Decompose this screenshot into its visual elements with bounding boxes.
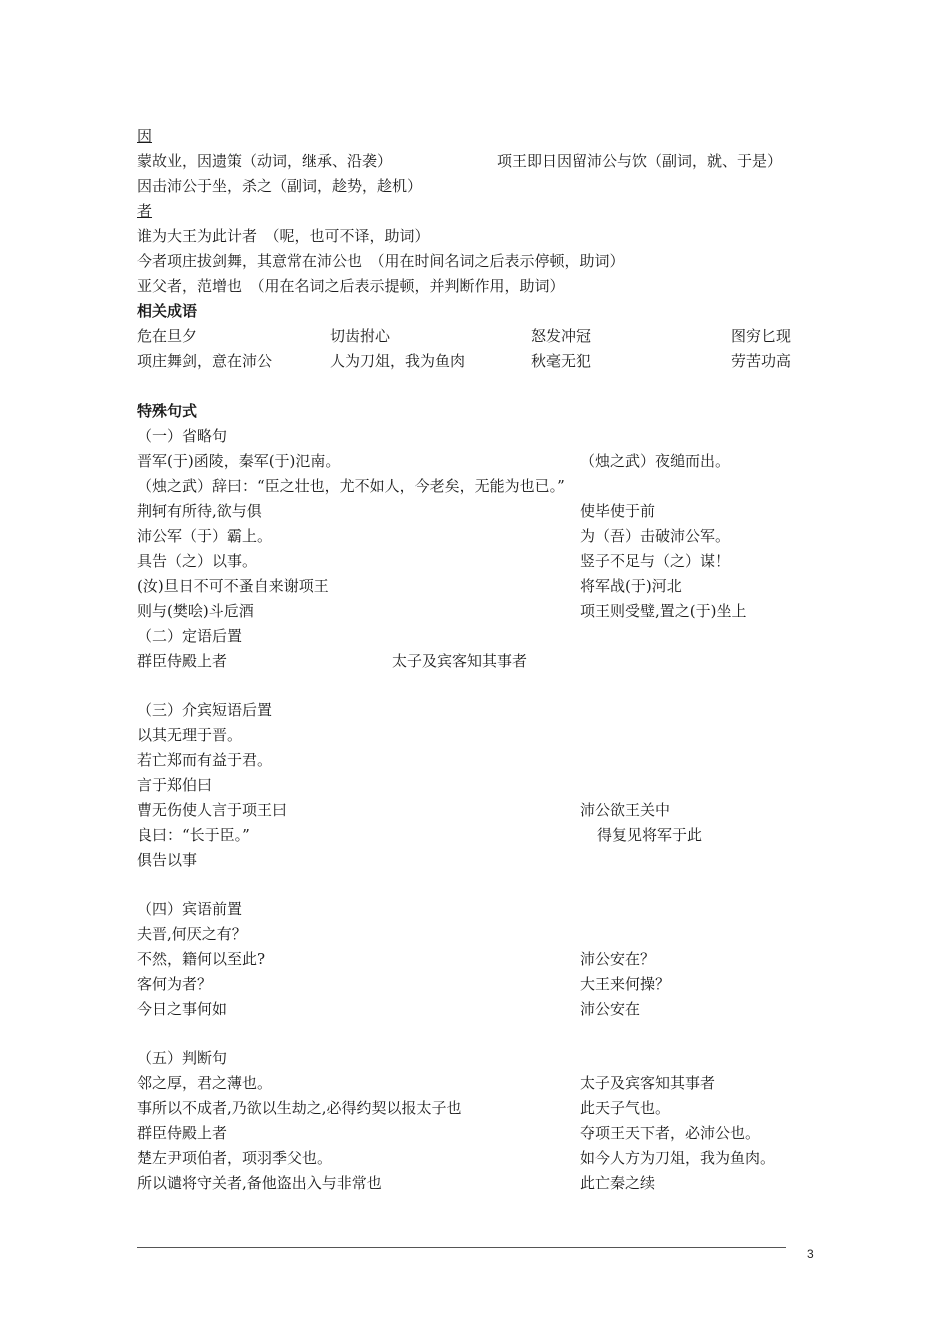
s5-row3-right: 夺项王天下者，必沛公也。 <box>580 1124 761 1142</box>
s2-left: 群臣侍殿上者 <box>137 652 228 670</box>
s5-row5-right: 此亡秦之续 <box>580 1174 656 1192</box>
s1-row3-left: 荆轲有所待,欲与俱 <box>137 502 262 520</box>
idiom-r2-c1: 项庄舞剑，意在沛公 <box>137 352 273 370</box>
s5-row4-left: 楚左尹项伯者，项羽季父也。 <box>137 1149 333 1167</box>
s3-row2-left: 若亡郑而有益于君。 <box>137 751 273 769</box>
s1-row5-left: 具告（之）以事。 <box>137 552 258 570</box>
s3-row4-right: 沛公欲王关中 <box>580 801 671 819</box>
heading-zhe: 者 <box>137 202 153 220</box>
s3-row5-left: 良曰：“长于臣。” <box>137 826 250 844</box>
s5-row1-right: 太子及宾客知其事者 <box>580 1074 716 1092</box>
s1-row3-right: 使毕使于前 <box>580 502 656 520</box>
s5-row3-left: 群臣侍殿上者 <box>137 1124 228 1142</box>
idiom-r1-c4: 图穷匕现 <box>731 327 792 345</box>
s3-title: （三）介宾短语后置 <box>137 701 273 719</box>
s4-row3-left: 客何为者？ <box>137 975 213 993</box>
s5-title: （五）判断句 <box>137 1049 228 1067</box>
s5-row4-right: 如今人方为刀俎，我为鱼肉。 <box>580 1149 776 1167</box>
idiom-r1-c1: 危在旦夕 <box>137 327 198 345</box>
heading-special-sentences: 特殊句式 <box>137 402 198 420</box>
s1-row1-right: （烛之武）夜缒而出。 <box>580 452 731 470</box>
s1-row6-right: 将军战(于)河北 <box>580 577 682 595</box>
yin-line-1a: 蒙故业，因遗策（动词，继承、沿袭） <box>137 152 393 170</box>
idiom-r2-c4: 劳苦功高 <box>731 352 792 370</box>
zhe-line-2: 今者项庄拔剑舞，其意常在沛公也 （用在时间名词之后表示停顿，助词） <box>137 252 625 270</box>
idiom-r2-c3: 秋毫无犯 <box>531 352 592 370</box>
yin-line-2: 因击沛公于坐，杀之（副词，趁势，趁机） <box>137 177 423 195</box>
idiom-r2-c2: 人为刀俎，我为鱼肉 <box>330 352 466 370</box>
s4-row2-right: 沛公安在？ <box>580 950 656 968</box>
s4-row2-left: 不然，籍何以至此? <box>137 950 266 968</box>
s1-row4-right: 为（吾）击破沛公军。 <box>580 527 731 545</box>
s1-row1-left: 晋军(于)函陵，秦军(于)氾南。 <box>137 452 341 470</box>
s2-right: 太子及宾客知其事者 <box>392 652 528 670</box>
s5-row5-left: 所以谴将守关者,备他盗出入与非常也 <box>137 1174 382 1192</box>
s1-row7-right: 项王则受璧,置之(于)坐上 <box>580 602 747 620</box>
heading-idioms: 相关成语 <box>137 302 198 320</box>
s1-title: （一）省略句 <box>137 427 228 445</box>
idiom-r1-c2: 切齿拊心 <box>330 327 391 345</box>
s1-row2-left: （烛之武）辞曰：“臣之壮也，尤不如人，今老矣，无能为也已。” <box>137 477 565 495</box>
s2-title: （二）定语后置 <box>137 627 243 645</box>
s1-row6-left: (汝)旦日不可不蚤自来谢项王 <box>137 577 329 595</box>
s1-row7-left: 则与(樊哙)斗卮酒 <box>137 602 254 620</box>
s4-title: （四）宾语前置 <box>137 900 243 918</box>
s1-row5-right: 竖子不足与（之）谋！ <box>580 552 731 570</box>
s4-row1-left: 夫晋,何厌之有？ <box>137 925 247 943</box>
s3-row6-left: 俱告以事 <box>137 851 198 869</box>
zhe-line-1: 谁为大王为此计者 （呢，也可不译，助词） <box>137 227 430 245</box>
s5-row2-left: 事所以不成者,乃欲以生劫之,必得约契以报太子也 <box>137 1099 462 1117</box>
s3-row1-left: 以其无理于晋。 <box>137 726 243 744</box>
s3-row3-left: 言于郑伯曰 <box>137 776 213 794</box>
idiom-r1-c3: 怒发冲冠 <box>531 327 592 345</box>
heading-yin: 因 <box>137 127 153 145</box>
yin-line-1b: 项王即日因留沛公与饮（副词，就、于是） <box>497 152 783 170</box>
s1-row4-left: 沛公军（于）霸上。 <box>137 527 273 545</box>
footer-rule <box>137 1247 786 1248</box>
s4-row4-right: 沛公安在 <box>580 1000 641 1018</box>
s4-row4-left: 今日之事何如 <box>137 1000 228 1018</box>
s4-row3-right: 大王来何操？ <box>580 975 671 993</box>
zhe-line-3: 亚父者，范增也 （用在名词之后表示提顿，并判断作用，助词） <box>137 277 565 295</box>
s5-row2-right: 此天子气也。 <box>580 1099 671 1117</box>
page-number: 3 <box>807 1247 814 1261</box>
s5-row1-left: 邻之厚，君之薄也。 <box>137 1074 273 1092</box>
s3-row5-right: 得复见将军于此 <box>597 826 703 844</box>
s3-row4-left: 曹无伤使人言于项王曰 <box>137 801 288 819</box>
